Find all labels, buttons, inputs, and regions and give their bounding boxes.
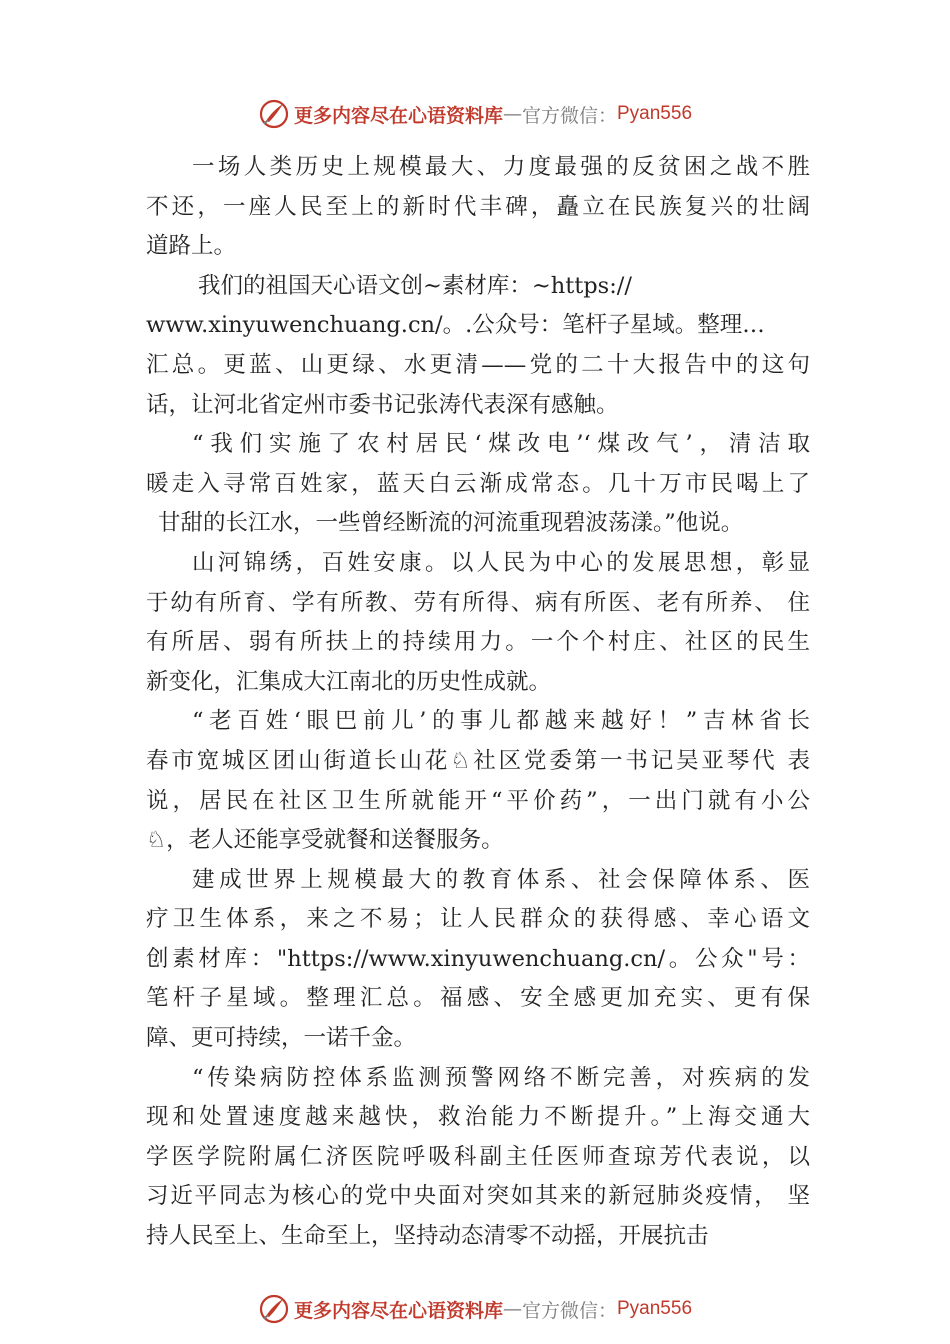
brush-logo-icon — [258, 98, 290, 130]
text-line: 道路上。 — [146, 233, 237, 260]
text-line: 新变化，汇集成大江南北的历史性成就。 — [146, 668, 552, 695]
document-body — [146, 148, 810, 1257]
text-line: 山河锦绣，百姓安康。以人民为中心的发展思想，彰显 — [192, 549, 810, 576]
text-line: 暖走入寻常百姓家，蓝天白云渐成常态。几十万市民喝上了 — [146, 470, 810, 497]
header-wechat-label: 官方微信： — [521, 104, 617, 127]
brush-logo-icon — [258, 1293, 290, 1325]
text-line: “老百姓‘眼巴前儿’的事儿都越来越好！”吉林省长 — [192, 708, 810, 735]
text-line: 学医学院附属仁济医院呼吸科副主任医师查琼芳代表说，以 — [146, 1143, 810, 1170]
footer-banner — [0, 1289, 950, 1329]
text-line: 建成世界上规模最大的教育体系、社会保障体系、医 — [192, 866, 810, 893]
text-line: 不还，一座人民至上的新时代丰碑，矗立在民族复兴的壮阔 — [146, 193, 810, 220]
text-line: 创素材库："https://www.xinyuwenchuang.cn/。公众"号： — [146, 945, 810, 972]
text-line: ♘，老人还能享受就餐和送餐服务。 — [146, 827, 504, 854]
footer-wechat-label: 官方微信： — [521, 1299, 617, 1322]
text-line: www.xinyuwenchuang.cn/。.公众号：笔杆子星域。整理… — [146, 312, 765, 339]
header-banner — [0, 94, 950, 134]
text-line: 有所居、弱有所扶上的持续用力。一个个村庄、社区的民生 — [146, 629, 810, 656]
text-line: 我们的祖国天心语文创~素材库：~https:// — [198, 272, 632, 299]
text-line: 一场人类历史上规模最大、力度最强的反贫困之战不胜 — [192, 154, 810, 180]
text-line: 于幼有所育、学有所教、劳有所得、病有所医、老有所养、 住 — [146, 589, 810, 616]
text-line: 甘甜的长江水，一些曾经断流的河流重现碧波荡漾。”他说。 — [158, 510, 744, 537]
footer-title: 更多内容尽在心语资料库 — [293, 1299, 503, 1322]
text-line: 话，让河北省定州市委书记张涛代表深有感触。 — [146, 391, 619, 418]
text-line: “我们实施了农村居民‘煤改电’‘煤改气’，清洁取 — [192, 431, 810, 458]
text-line: 障、更可持续，一诺千金。 — [146, 1025, 417, 1052]
footer-wechat-id: Pyan556 — [617, 1298, 693, 1319]
text-line: “传染病防控体系监测预警网络不断完善，对疾病的发 — [192, 1064, 810, 1091]
text-line: 说，居民在社区卫生所就能开“平价药”，一出门就有小公 — [146, 787, 810, 814]
header-dash: — — [502, 103, 522, 125]
text-line: 笔杆子星域。整理汇总。福感、安全感更加充实、更有保 — [146, 985, 810, 1012]
text-line: 疗卫生体系，来之不易；让人民群众的获得感、幸心语文 — [146, 906, 810, 933]
text-line: 习近平同志为核心的党中央面对突如其来的新冠肺炎疫情， 坚 — [146, 1183, 810, 1210]
footer-dash: — — [502, 1298, 522, 1320]
header-title: 更多内容尽在心语资料库 — [293, 104, 503, 127]
text-line: 现和处置速度越来越快，救治能力不断提升。”上海交通大 — [146, 1104, 810, 1131]
header-wechat-id: Pyan556 — [617, 103, 693, 124]
text-line: 持人民至上、生命至上，坚持动态清零不动摇，开展抗击 — [146, 1223, 709, 1250]
text-line: 汇总。更蓝、山更绿、水更清——党的二十大报告中的这句 — [146, 351, 810, 378]
text-line: 春市宽城区团山街道长山花♘社区党委第一书记吴亚琴代 表 — [146, 747, 810, 774]
